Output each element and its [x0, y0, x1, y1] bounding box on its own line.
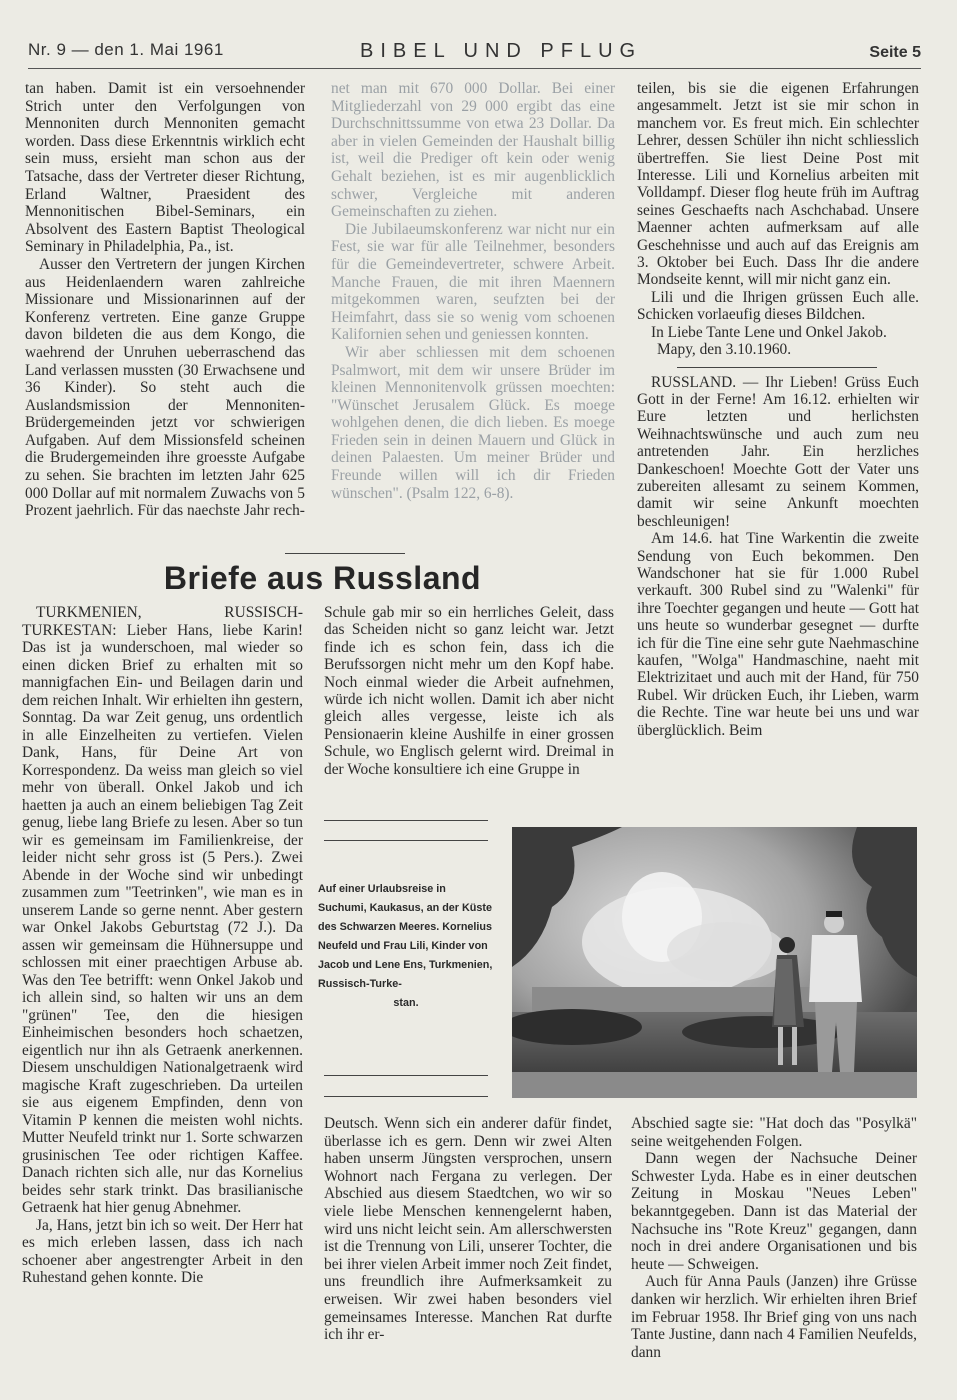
divider — [324, 1096, 488, 1097]
paragraph: Schule gab mir so ein herrliches Geleit, dass das Scheiden nicht so ganz leicht war. Jetzt finde ich es schon fein, dass ich die Berufssorgen nicht mehr um den Kopf habe. Noch einmal wieder die Arbeit aufnehmen, würde ich nicht wollen. Damit ich aber nicht gleich alles vergesse, leiste ich als Pensionaerin kleine Aushilfe in einer grossen Schule, wo Englisch gelernt wird. Dreimal in der Woche konsultiere ich eine Gruppe in — [324, 604, 614, 778]
paragraph: Dann wegen der Nachsuche Deiner Schwester Lyda. Habe es in einer deutschen Zeitung in Moskau "Neues Leben" bekanntgegeben. Dann ist das Material der Nachsuche ins "Rote Kreuz" gegangen, dann noch in drei andere Organisationen und bis heute — Schweigen. — [631, 1150, 917, 1273]
newspaper-title: BIBEL UND PFLUG — [360, 40, 643, 62]
paragraph: Am 14.6. hat Tine Warkentin die zweite Sendung von Euch bekommen. Den Wandschoner hat sie für 1.000 Rubel verkauft. 300 Rubel sind zu "Walenki" für ihre Toechter gegangen und heute — Gott hat uns heute so wunderbar gesegnet — durfte ich für die Tine eine sehr gute Naehmaschine kaufen, "Wolga" Handmaschine, naeht mit Elektrizitaet und auch mit der Hand, für 750 Rubel. Wir drücken Euch, ihr Lieben, warm die Rechte. Tine war heute bei uns und war überglücklich. Beim — [637, 530, 919, 739]
photo-caption — [318, 880, 494, 1013]
caption-end: stan. — [393, 997, 419, 1009]
divider — [324, 840, 488, 841]
paragraph: teilen, bis sie die eigenen Erfahrungen angesammelt. Jetzt ist sie mir schon in manchem vor. Es freut mich. Ein schlechter Lehrer, dessen Schüler ihn nicht schliesslich übertreffen. Sie liest Deine Post mit Interesse. Lili und Kornelius arbeiten mit Volldampf. Dieser flog heute früh im Auftrag seines Geschaefts nach Aschchabad. Unsere Maenner achten aufmerksam auf alle Geschehnisse und auch auf das Ereignis am 3. Oktober bei Euch. Dass Ihr die andere Mondseite kennt, will mir nicht ganz ein. — [637, 80, 919, 289]
paragraph: TURKMENIEN, RUSSISCH-TURKESTAN: Lieber Hans, liebe Karin! Das ist ja wunderschoen, mal wieder so einen dicken Brief zu erhalten mit so mannigfachen Ein- und Beilagen darin und dem reichen Inhalt. Wir erhielten ihn gestern, Sonntag. Da war Zeit genug, uns ordentlich in alle Einzelheiten zu vertiefen. Vielen Dank, Hans, für Deine Art von Korrespondenz. Da weiss man gleich so viel mehr von überall. Onkel Jakob und ich haetten ja auch an einem beliebigen Tag Zeit genug, liebe lang Briefe zu lesen. Aber so tun wir es gemeinsam im Familienkreise, der leider nicht sehr gross ist (5 Pers.). Zwei Abende in der Woche sind wir unbedingt zusammen zum "Teetrinken", wie man es in unserem Lande so gerne nennt. Aber gestern war Onkel Jakobs Geburtstag (72 J.). Da assen wir gemeinsam die Hühnersuppe und schlossen mit einer praechtigen Arbuse ab. Was den Tee betrifft: wenn Onkel Jakob und ich allein sind, so halten wir uns an dem "grünen" Tee, den die hiesigen Einheimischen besonders hoch schaetzen, eigentlich nur ihn als Getraenk anerkennen. Diesem unschuldigen Nationalgetraenk wird magische Kraft zugeschrieben. Da urteilen sie aus eigenem Empfinden, denn von Vitamin P kennen die meisten wohl nichts. Mutter Neufeld trinkt nur 1. Sorte schwarzen grusinischen Tee oder richtigen Kaffee. Danach richten sich alle, nur das Kornelius beides sehr stark trinkt. Das brasilianische Getraenk hat hier genug Abnehmer. — [22, 604, 303, 1216]
photo-couple-fountain — [512, 827, 917, 1098]
paragraph: RUSSLAND. — Ihr Lieben! Grüss Euch Gott in der Ferne! Am 16.12. erhielten wir Eure letzten und herlichsten Weihnachtswünsche und auch zum neu antretenden Jahr. Ein herzliches Dankeschoen! Moechte Gott der Vater uns zubereiten allesamt zu seinem Kommen, damit wir seine Ankunft moechten beschleunigen! — [637, 373, 919, 530]
page-header — [28, 38, 921, 72]
letter-column-left — [22, 604, 303, 1287]
article-column-top-left — [25, 80, 305, 520]
article-column-right — [637, 80, 919, 739]
paragraph: Abschied sagte sie: "Hat doch das "Posylkä" seine weitgehenden Folgen. — [631, 1115, 917, 1150]
letter-column-middle — [324, 604, 614, 778]
letter-column-bottom-right — [631, 1115, 917, 1361]
paragraph: net man mit 670 000 Dollar. Bei einer Mitgliederzahl von 29 000 ergibt das eine Durchschnittssumme von etwa 23 Dollar. Da aber in vielen Gemeinden der Haushalt billig ist, weil die Prediger oft kein oder wenig Gehalt beziehen, ist es mir augenblicklich schwer, Vergleiche mit anderen Gemeinschaften zu ziehen. — [331, 80, 615, 221]
signature-name: In Liebe Tante Lene und Onkel Jakob. — [651, 323, 887, 341]
paragraph: Auch für Anna Pauls (Janzen) ihre Grüsse danken wir herzlich. Wir erhielten ihren Brief im Februar 1958. Ihr Brief ging von uns nach Tante Justine, dann nach 4 Familien Neufelds, dann — [631, 1273, 917, 1361]
header-rule — [28, 68, 921, 69]
photo-image — [512, 827, 917, 1098]
divider — [324, 820, 488, 821]
signature — [637, 324, 919, 359]
section-headline: Briefe aus Russland — [163, 560, 482, 596]
paragraph: Lili und die Ihrigen grüssen Euch alle. Schicken vorlaeufig dieses Bildchen. — [637, 288, 919, 324]
paragraph: Deutsch. Wenn sich ein anderer dafür findet, überlasse ich es gern. Denn wir zwei Alten haben unserm Jüngsten versprochen, unsern Wohnort nach Fergana zu verlegen. Der Abschied aus diesem Staedtchen, wo wir so viele liebe Menschen kennengelernt haben, wird uns nicht leicht sein. Am allerschwersten ist die Trennung von Lili, unserer Tochter, die bei ihrer vielen Arbeit immer noch Zeit findet, uns freundlich ihre Aufmerksamkeit zu erweisen. Wir zwei haben besonders viel gemeinsames Interesse. Manchen Rat durfte ich ihr er- — [324, 1115, 612, 1344]
paragraph: Ja, Hans, jetzt bin ich so weit. Der Herr hat es mich erleben lassen, dass ich nach schoener aber angestrengter Arbeit in den Ruhestand gehen konnte. Die — [22, 1216, 303, 1286]
paragraph: Die Jubilaeumskonferenz war nicht nur ein Fest, sie war für alle Teilnehmer, besonders für die Gemeindevertreter, schwere Arbeit. Manche Frauen, die mit ihren Maennern mitgekommen waren, seufzten bei der Heimfahrt, dass sie so wenig vom schoenen Kalifornien sehen und geniessen konnten. — [331, 220, 615, 344]
page-number: Seite 5 — [869, 44, 921, 61]
paragraph: tan haben. Damit ist ein versoehnender Strich unter den Verfolgungen von Mennoniten durch Mennoniten gemacht worden. Dass diese Erkenntnis wirklich echt sein muss, ersieht man schon aus der Tatsache, dass der Vertreter dieser Richtung, Erland Waltner, Praesident des Mennonitischen Bibel-Seminars, ein Absolvent des Eastern Baptist Theological Seminary in Philadelphia, Pa., ist. — [25, 80, 305, 256]
article-column-top-middle — [331, 80, 615, 502]
signature-date: Mapy, den 3.10.1960. — [657, 341, 792, 359]
paragraph: Wir aber schliessen mit dem schoenen Psalmwort, mit dem wir unsere Brüder im kleinen Mennonitenvolk grüssen moechten: "Wünschet Jerusalem Glück. Es moege wohlgehen denen, die dich lieben. Es moege Frieden sein in deinen Mauern und Glück in deinen Palaesten. Um meiner Brüder und Freunde willen will ich dir Frieden wünschen". (Psalm 122, 6-8). — [331, 343, 615, 502]
issue-date: Nr. 9 — den 1. Mai 1961 — [28, 40, 224, 59]
divider — [324, 1075, 488, 1076]
caption-text: Auf einer Urlaubsreise in Suchumi, Kaukasus, an der Küste des Schwarzen Meeres. Kornelius Neufeld und Frau Lili, Kinder von Jacob und Lene Ens, Turkmenien, Russisch-Turke- — [318, 883, 493, 990]
divider — [677, 367, 877, 368]
paragraph: Ausser den Vertretern der jungen Kirchen aus Heidenlaendern waren zahlreiche Missionare und Missionarinnen auf der Konferenz vertreten. Eine ganze Gruppe davon bildeten die aus dem Kongo, die waehrend der Unruhen ueberraschend das Land verlassen mussten (30 Erwachsene und 36 Kinder). So steht auch die Auslandsmission der Mennoniten-Brüdergemeinden jetzt vor schwierigen Aufgaben. Auf dem Missionsfeld scheinen die Brudergemeinden ihre groesste Aufgabe zu sehen. Sie brachten im letzten Jahr 625 000 Dollar auf mit normalem Zuwachs von 5 Prozent jaehrlich. Für das naechste Jahr rech- — [25, 255, 305, 520]
divider — [285, 553, 405, 554]
letter-column-bottom-middle — [324, 1115, 612, 1344]
